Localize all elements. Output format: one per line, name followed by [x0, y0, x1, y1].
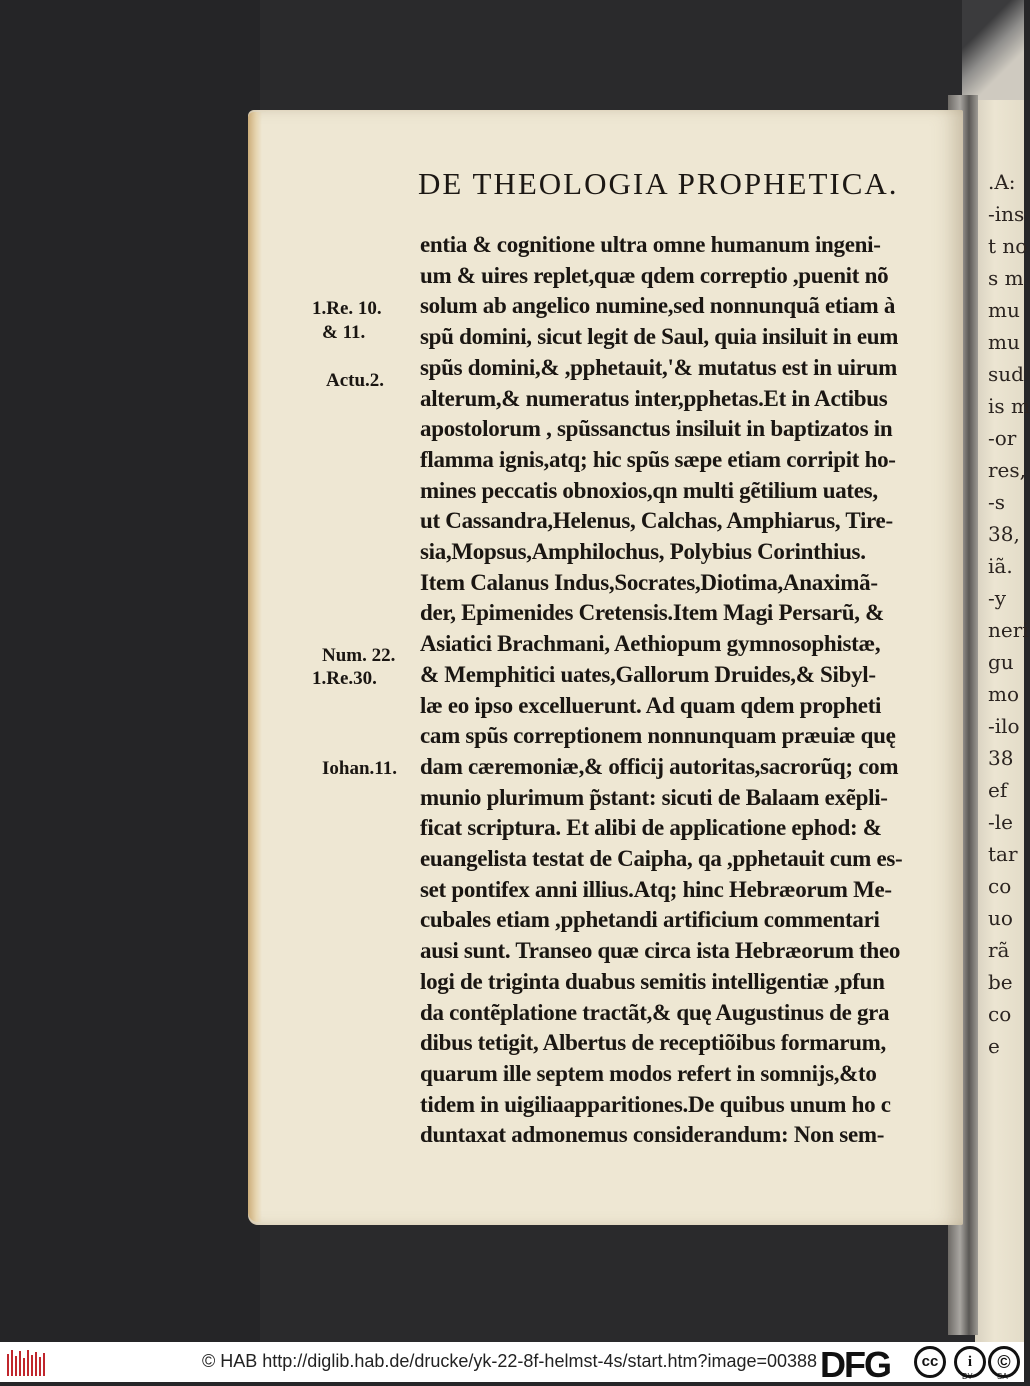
sa-icon: ©	[988, 1346, 1020, 1378]
next-page-fragment: mo	[988, 682, 1020, 706]
text-line: entia & cognitione ultra omne humanum ingeni-	[420, 232, 881, 257]
text-line: dibus tetigit, Albertus de receptiõibus formarum,	[420, 1030, 886, 1056]
text-line: sia,Mopsus,Amphilochus, Polybius Corinthius.	[420, 539, 866, 564]
text-line: der, Epimenides Cretensis.Item Magi Persarũ, &	[420, 600, 885, 626]
next-page-fragment: .A:	[988, 170, 1016, 194]
dark-backdrop	[0, 0, 260, 1342]
next-page-fragment: 38,	[988, 522, 1020, 546]
margin-note: 1.Re.30.	[312, 668, 377, 689]
sa-label: SA	[997, 1372, 1008, 1381]
text-line: mines peccatis obnoxios,qn multi gẽtilium uates,	[420, 477, 878, 503]
next-page-fragment: co	[988, 874, 1012, 898]
next-page-fragment: mu	[988, 298, 1020, 322]
text-line: quarum ille septem modos refert in somnijs,&to	[420, 1060, 877, 1086]
text-line: ut Cassandra,Helenus, Calchas, Amphiarus, Tire-	[420, 508, 893, 534]
margin-note: & 11.	[322, 322, 366, 343]
text-line: dam cæremoniæ,& officij autoritas,sacrorũq; com	[420, 753, 899, 779]
next-page-fragment: 38	[988, 746, 1014, 770]
margin-note: Actu.2.	[326, 370, 385, 391]
text-line: um & uires replet,quæ qdem correptio ,puenit nõ	[420, 262, 889, 288]
text-line: spũs domini,& ,pphetauit,'& mutatus est in uirum	[420, 354, 898, 380]
next-page-fragment: ef	[988, 778, 1008, 802]
next-page-fragment: gu	[988, 650, 1014, 674]
next-page-fragment: is m	[988, 394, 1030, 418]
text-line: Item Calanus Indus,Socrates,Diotima,Anaximã-	[420, 569, 878, 595]
next-page-fragment: -ilo	[988, 714, 1020, 738]
next-page-fragment: mu	[988, 330, 1020, 354]
next-page-fragment: e	[988, 1034, 1000, 1058]
next-page-fragment: co	[988, 1002, 1012, 1026]
margin-note: Num. 22.	[322, 645, 396, 666]
running-head: DE THEOLOGIA PROPHETICA.	[418, 166, 899, 201]
next-page-fragment: tar	[988, 842, 1018, 866]
text-line: ficat scriptura. Et alibi de applicatione ephod: &	[420, 815, 882, 841]
text-line: & Memphitici uates,Gallorum Druides,& Sibyl-	[420, 661, 876, 687]
text-line: duntaxat admonemus considerandum: Non sem-	[420, 1122, 885, 1148]
attribution-link[interactable]: © HAB http://diglib.hab.de/drucke/yk-22-8f-helmst-4s/start.htm?image=00388	[202, 1351, 818, 1371]
next-page-fragment: -ins	[988, 202, 1025, 226]
next-page-fragment: -or	[988, 426, 1017, 450]
next-page-fragment: t no	[988, 234, 1028, 258]
text-line: spũ domini, sicut legit de Saul, quia insiluit in eum	[420, 324, 899, 350]
next-page-fragment: neri	[988, 618, 1029, 642]
text-line: euangelista testat de Caipha, qa ,pphetauit cum es-	[420, 846, 903, 871]
margin-note: 1.Re. 10.	[312, 298, 382, 319]
cc-license-icon: cc	[914, 1346, 946, 1378]
next-page-fragment: s m	[988, 266, 1024, 290]
text-line: ausi sunt. Transeo quæ circa ista Hebræorum theo	[420, 938, 901, 964]
text-line: da contẽplatione tractãt,& quę Augustinus de gra	[420, 999, 890, 1025]
text-line: Asiatici Brachmani, Aethiopum gymnosophistæ,	[420, 631, 881, 657]
text-line: læ eo ipso excelluerunt. Ad quam qdem propheti	[420, 692, 882, 718]
page-edge-shadow	[248, 112, 262, 1222]
by-icon: i	[954, 1346, 986, 1378]
next-page-fragment: -le	[988, 810, 1013, 834]
next-page-fragment: sud	[988, 362, 1024, 386]
hab-logo-icon	[6, 1348, 46, 1378]
text-line: munio plurimum p̃stant: sicuti de Balaam exẽpli-	[420, 784, 888, 810]
margin-note: Iohan.11.	[322, 758, 397, 779]
text-line: flamma ignis,atq; hic spũs sæpe etiam corripit ho-	[420, 446, 896, 472]
text-line: solum ab angelico numine,sed nonnunquã etiam à	[420, 293, 896, 319]
next-page-fragment: -s	[988, 490, 1006, 514]
text-line: tidem in uigiliaapparitiones.De quibus unum ho c	[420, 1091, 891, 1117]
dfg-logo: DFG	[820, 1344, 890, 1385]
by-label: BY	[962, 1372, 973, 1381]
text-line: apostolorum , spũssanctus insiluit in baptizatos in	[420, 416, 893, 442]
next-page-fragment: be	[988, 970, 1013, 994]
binding-band	[962, 0, 1024, 100]
next-page-fragment: rã	[988, 938, 1010, 962]
next-page-fragment: iã.	[988, 554, 1013, 578]
next-page-fragment: uo	[988, 906, 1013, 930]
text-line: set pontifex anni illius.Atq; hinc Hebræorum Me-	[420, 876, 892, 902]
text-line: logi de triginta duabus semitis intelligentiæ ,pfun	[420, 968, 885, 994]
text-line: cam spũs correptionem nonnunquam præuiæ quę	[420, 723, 896, 749]
text-line: cubales etiam ,pphetandi artificium commentari	[420, 907, 880, 933]
next-page-fragment: res,	[988, 458, 1027, 482]
text-line: alterum,& numeratus inter,pphetas.Et in Actibus	[420, 385, 888, 411]
next-page-fragment: -y	[988, 586, 1007, 610]
